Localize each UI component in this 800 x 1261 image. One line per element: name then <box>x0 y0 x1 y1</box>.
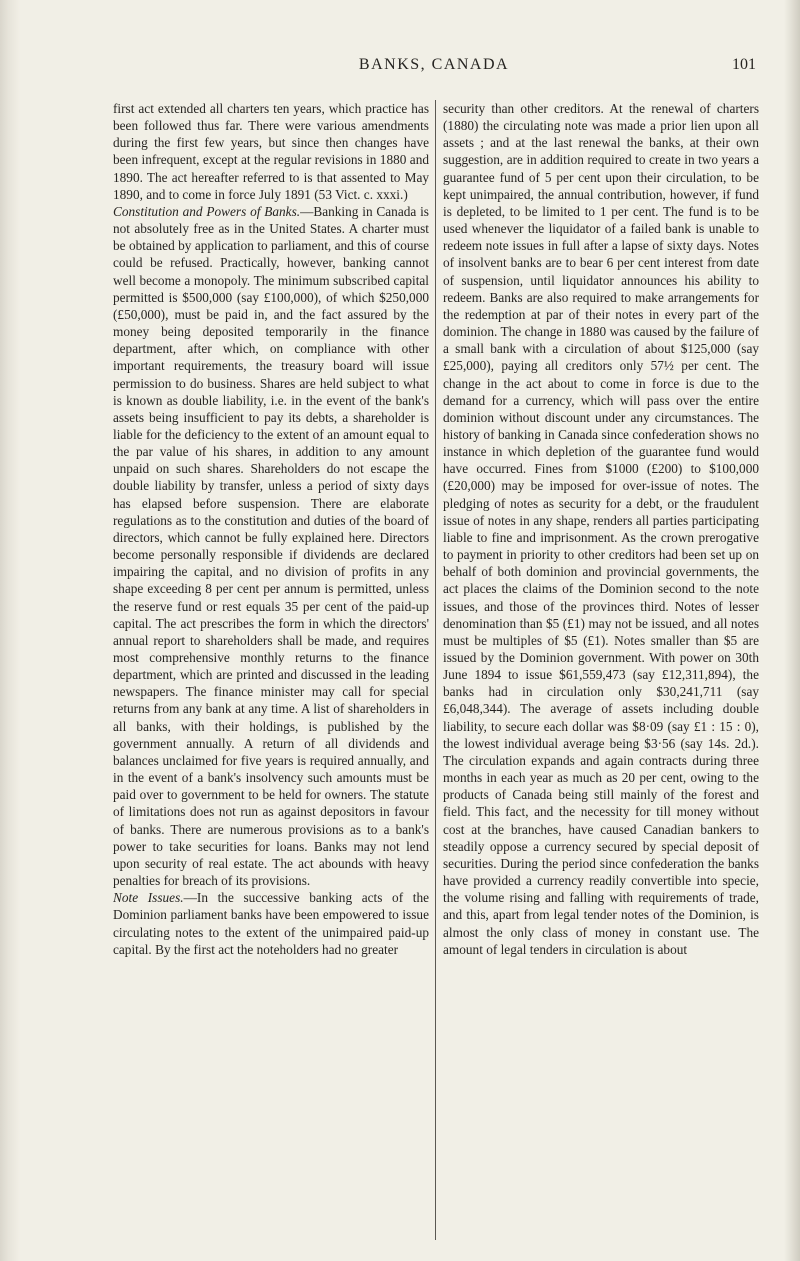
section-heading-constitution: Constitution and Powers of Banks. <box>113 203 301 219</box>
column-divider <box>435 100 436 1240</box>
paragraph-charters: first act extended all charters ten years, which practice has been followed thus far. There were various amendments during the first few years, but since then changes have been infrequent, except at the regular revisions in 1880 and 1890. The act hereafter referred to is that assented to May 1890, and to come in force July 1891 (53 Vict. c. xxxi.) <box>113 101 429 202</box>
paragraph-note-issues-body: —In the successive banking acts of the Dominion parliament banks have been empowered to issue circulating notes to the extent of the unimpaired paid-up capital. By the first act the noteholders had no greater <box>113 890 429 957</box>
paragraph-constitution-body: —Banking in Canada is not absolutely free as in the United States. A charter must be obtained by application to parliament, and this of course could be refused. Practically, however, banking cannot well become a monopoly. The minimum subscribed capital permitted is $500,000 (say £100,000), of which $250,000 (£50,000), must be paid in, and the fact assured by the money being deposited temporarily in the finance department, after which, on compliance with other important requirements, the treasury board will issue permission to do business. Shares are held subject to what is known as double liability, i.e. in the event of the bank's assets being insufficient to pay its debts, a shareholder is liable for the deficiency to the extent of an amount equal to the par value of his shares, in addition to any amount unpaid on such shares. Shareholders do not escape the double liability by transfer, unless a period of sixty days has elapsed before suspension. There are elaborate regulations as to the constitution and duties of the board of directors, which cannot be fully explained here. Directors become personally responsible if dividends are declared impairing the capital, and no division of profits in any shape exceeding 8 per cent per annum is permitted, unless the reserve fund or rest equals 35 per cent of the paid-up capital. The act prescribes the form in which the directors' annual report to shareholders shall be made, and requires most comprehensive monthly returns to the finance department, which are printed and discussed in the leading newspapers. The finance minister may call for special returns from any bank at any time. A list of shareholders in all banks, with their holdings, is published by the government annually. A return of all dividends and balances unclaimed for five years is required annually, and in the event of a bank's insolvency such amounts must be paid over to government to be held for owners. The statute of limitations does not run as against depositors in favour of banks. There are numerous provisions as to a bank's power to take securities for loans. Banks may not lend upon security of real estate. The act abounds with heavy penalties for breach of its provisions. <box>113 203 429 889</box>
page-edge-shadow <box>784 0 800 1261</box>
left-column <box>113 100 429 1240</box>
right-column <box>443 100 759 1240</box>
page-binding-shadow <box>0 0 20 1261</box>
paragraph-note-issues <box>113 889 429 958</box>
running-title: BANKS, CANADA <box>358 56 510 73</box>
paragraph-constitution <box>113 203 429 889</box>
section-heading-note-issues: Note Issues. <box>113 890 184 906</box>
page-header <box>112 56 756 78</box>
page-number: 101 <box>732 56 756 73</box>
paragraph-security: security than other creditors. At the renewal of charters (1880) the circulating note was made a prior lien upon all assets ; and at the last renewal the banks, at their own suggestion, are in addition required to create in two years a guarantee fund of 5 per cent upon their circulation, to be kept unimpaired, the annual contribution, however, if fund is depleted, to be limited to 1 per cent. The fund is to be used whenever the liquidator of a failed bank is unable to redeem note issues in full after a lapse of sixty days. Notes of insolvent banks are to bear 6 per cent interest from date of suspension, until liquidator announces his ability to redeem. Banks are also required to make arrangements for the redemption at par of their notes in every part of the dominion. The change in 1880 was caused by the failure of a small bank with a circulation of about $125,000 (say £25,000), paying all creditors only 57½ per cent. The change in the act about to come in force is due to the demand for a currency, which will pass over the entire dominion without discount under any circumstances. The history of banking in Canada since confederation shows no instance in which depletion of the guarantee fund would have occurred. Fines from $1000 (£200) to $100,000 (£20,000) may be imposed for over-issue of notes. The pledging of notes as security for a debt, or the fraudulent issue of notes in any shape, renders all parties participating liable to fine and imprisonment. As the crown prerogative to payment in priority to other creditors had been set up on behalf of both dominion and provincial governments, the act places the claims of the Dominion second to the note issues, and those of the provinces third. Notes of lesser denomination than $5 (£1) may not be issued, and all notes must be multiples of $5 (£1). Notes smaller than $5 are issued by the Dominion government. With power on 30th June 1894 to issue $61,559,473 (say £12,311,894), the banks had in circulation only $30,241,711 (say £6,048,344). The average of assets including double liability, to secure each dollar was $8·09 (say £1 : 15 : 0), the lowest individual average being $3·56 (say 14s. 2d.). The circulation expands and again contracts during three months in each year as much as 20 per cent, owing to the products of Canada being still mainly of the forest and field. This fact, and the necessity for till money without cost at the branches, have caused Canadian bankers to steadily oppose a currency secured by special deposit of securities. During the period since confederation the banks have provided a currency readily convertible into specie, the volume rising and falling with requirements of trade, and this, apart from legal tender notes of the Dominion, is almost the only class of money in constant use. The amount of legal tenders in circulation is about <box>443 101 759 957</box>
